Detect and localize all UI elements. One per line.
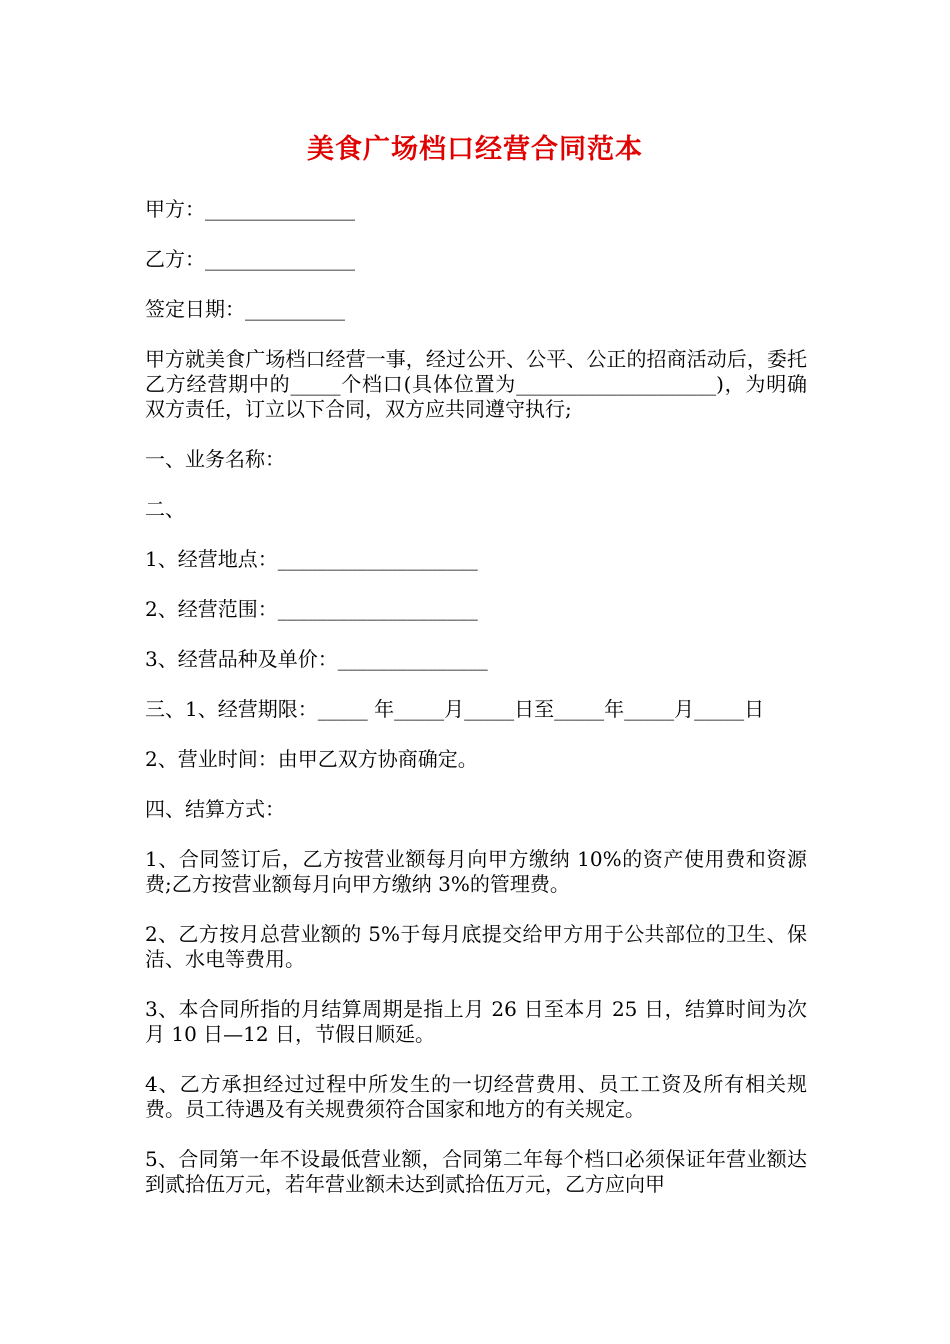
business-scope-line: 2、经营范围：____________________ [145, 597, 478, 621]
settlement-clause-4: 4、乙方承担经过过程中所发生的一切经营费用、员工工资及所有相关规费。员工待遇及有关规费须符合国家和地方的有关规定。 [145, 1072, 807, 1121]
preamble-paragraph: 甲方就美食广场档口经营一事，经过公开、公平、公正的招商活动后，委托乙方经营期中的_____个档口(具体位置为____________________)，为明确双方责任，订立以下合同，双方应共同遵守执行; [145, 347, 807, 421]
business-location-line: 1、经营地点：____________________ [145, 547, 478, 571]
party-b-line: 乙方：_______________ [145, 247, 355, 271]
document-title: 美食广场档口经营合同范本 [307, 134, 643, 165]
section-2-heading: 二、 [145, 497, 185, 521]
settlement-clause-2: 2、乙方按月总营业额的 5%于每月底提交给甲方用于公共部位的卫生、保洁、水电等费用。 [145, 922, 807, 971]
business-items-line: 3、经营品种及单价：_______________ [145, 647, 488, 671]
business-hours-line: 2、营业时间：由甲乙双方协商确定。 [145, 747, 478, 771]
section-4-heading: 四、结算方式： [145, 797, 285, 821]
document-body [145, 197, 807, 1222]
sign-date-line: 签定日期：__________ [145, 297, 345, 321]
settlement-clause-1: 1、合同签订后，乙方按营业额每月向甲方缴纳 10%的资产使用费和资源费;乙方按营业额每月向甲方缴纳 3%的管理费。 [145, 847, 807, 896]
party-a-line: 甲方：_______________ [145, 197, 355, 221]
section-1-heading: 一、业务名称： [145, 447, 285, 471]
business-term-line: 三、1、经营期限：_____ 年_____月_____日至_____年_____月_____日 [145, 697, 765, 721]
settlement-clause-5: 5、合同第一年不设最低营业额，合同第二年每个档口必须保证年营业额达到贰拾伍万元，若年营业额未达到贰拾伍万元，乙方应向甲 [145, 1147, 807, 1196]
settlement-clause-3: 3、本合同所指的月结算周期是指上月 26 日至本月 25 日，结算时间为次月 10 日—12 日，节假日顺延。 [145, 997, 807, 1046]
